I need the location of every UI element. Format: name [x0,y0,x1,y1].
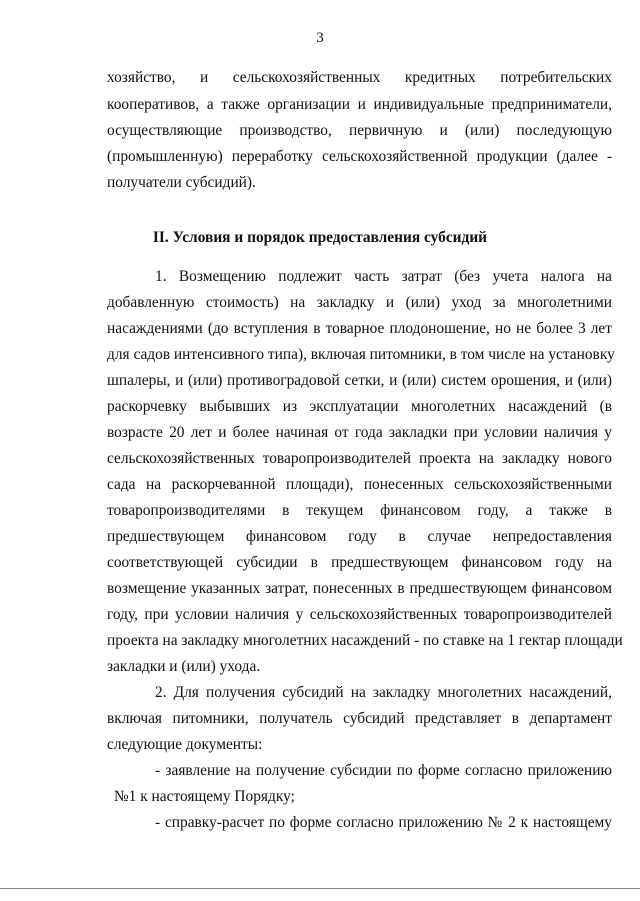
text-line: закладки и (или) ухода. [107,658,261,675]
text-line: проекта на закладку многолетних насаждений - по ставке на 1 гектар площади [107,632,623,649]
text-line: получатели субсидий). [107,174,256,191]
text-line: кооперативов, а также организации и индивидуальные предприниматели, [107,96,612,113]
text-line: - заявление на получение субсидии по форме согласно приложению [155,762,612,779]
text-line: №1 к настоящему Порядку; [114,788,295,805]
text-line: для садов интенсивного типа), включая питомники, в том числе на установку [107,346,615,363]
text-line: (промышленную) переработку сельскохозяйственной продукции (далее - [107,148,612,165]
text-line: сада на раскорчеванной площади), понесенных сельскохозяйственными [107,476,612,493]
text-line: соответствующей субсидии в предшествующем финансовом году на [107,554,612,571]
text-line: возрасте 20 лет и более начиная от года закладки при условии наличия у [107,424,612,441]
text-line: включая питомники, получатель субсидий представляет в департамент [107,710,612,727]
text-line: 1. Возмещению подлежит часть затрат (без учета налога на [155,268,612,285]
text-line: осуществляющие производство, первичную и (или) последующую [107,122,612,139]
text-line: году, при условии наличия у сельскохозяйственных товаропроизводителей [107,606,612,623]
text-line: раскорчевку выбывших из эксплуатации многолетних насаждений (в [107,398,612,415]
text-line: насаждениями (до вступления в товарное плодоношение, но не более 3 лет [107,320,612,337]
text-line: - справку-расчет по форме согласно приложению № 2 к настоящему [155,814,612,831]
text-line: товаропроизводителями в текущем финансовом году, а также в [107,502,612,519]
text-line: 2. Для получения субсидий на закладку многолетних насаждений, [155,684,612,701]
text-line: шпалеры, и (или) противоградовой сетки, и (или) систем орошения, и (или) [107,372,612,389]
text-line: добавленную стоимость) на закладку и (или) уход за многолетними [107,294,612,311]
text-line: хозяйство, и сельскохозяйственных кредитных потребительских [107,69,612,86]
text-line: возмещение указанных затрат, понесенных в предшествующем финансовом [107,580,612,597]
page-bottom-rule [0,888,640,889]
text-line: предшествующем финансовом году в случае непредоставления [107,528,612,545]
text-line: следующие документы: [107,736,263,753]
text-line: сельскохозяйственных товаропроизводителей проекта на закладку нового [107,450,612,467]
page-number: 3 [316,30,324,46]
section-heading: II. Условия и порядок предоставления субсидий [152,229,488,246]
